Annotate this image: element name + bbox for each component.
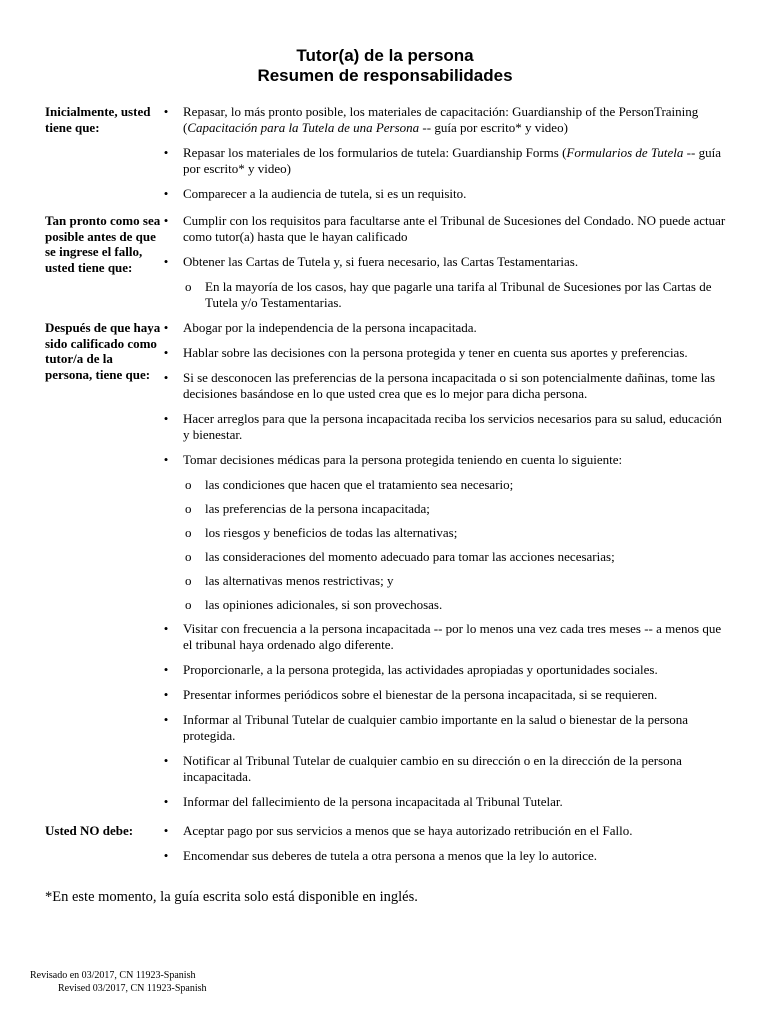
bullet-icon: • [163,213,169,228]
bullet-icon: • [163,104,169,119]
bullet-icon: • [163,848,169,863]
bullet-icon: • [163,370,169,385]
item-text: Hablar sobre las decisiones con la persona protegida y tener en cuenta sus aportes y preferencias. [183,345,688,360]
section-label: Después de que haya sido calificado como tutor/a de la persona, tiene que: [45,320,161,382]
sub-item-text: las alternativas menos restrictivas; y [205,573,394,588]
list-item [157,687,729,703]
item-text: Encomendar sus deberes de tutela a otra persona a menos que la ley lo autorice. [183,848,598,863]
item-text: Proporcionarle, a la persona protegida, las actividades apropiadas y oportunidades sociales. [183,662,658,677]
bullet-icon: • [163,794,169,809]
list-item [157,712,729,744]
sub-item-text: En la mayoría de los casos, hay que pagarle una tarifa al Tribunal de Sucesiones por las Cartas de Tutela y/o Testamentarias. [205,279,712,310]
bullet-icon: • [163,687,169,702]
bullet-list [157,823,729,873]
item-text: Si se desconocen las preferencias de la persona incapacitada o si son potencialmente dañinas, tome las decisiones basándose en lo que usted crea que es lo mejor para dicha persona. [183,370,716,401]
item-text: Obtener las Cartas de Tutela y, si fuera necesario, las Cartas Testamentarias. [183,254,579,269]
sub-bullet-icon: o [185,477,192,492]
list-item [157,213,729,245]
item-text: Cumplir con los requisitos para facultarse ante el Tribunal de Sucesiones del Condado. NO puede actuar como tutor(a) hasta que le hayan calificado [183,213,726,244]
list-item [157,823,729,839]
bullet-list [157,213,729,319]
sub-list-item [157,279,729,311]
sub-item-text: los riesgos y beneficios de todas las alternativas; [205,525,458,540]
revision-line-english: Revised 03/2017, CN 11923-Spanish [58,983,207,994]
title-line-2: Resumen de responsabilidades [257,66,513,85]
bullet-list [157,320,729,819]
bullet-icon: • [163,823,169,838]
item-text-italic: Formularios de Tutela [566,145,684,160]
sub-item-text: las preferencias de la persona incapacitada; [205,501,430,516]
item-text: Visitar con frecuencia a la persona incapacitada -- por lo menos una vez cada tres meses -- a menos que el tribunal haya ordenado algo diferente. [183,621,722,652]
list-item [157,411,729,443]
list-item [157,145,729,177]
item-text: -- guía por escrito* y video) [183,145,721,176]
section-label: Tan pronto como sea posible antes de que se ingrese el fallo, usted tiene que: [45,213,161,275]
sub-list-item [157,525,729,541]
list-item [157,452,729,468]
list-item [157,104,729,136]
bullet-list [157,104,729,211]
bullet-icon: • [163,712,169,727]
list-item [157,345,729,361]
section-label: Inicialmente, usted tiene que: [45,104,151,135]
item-text: Tomar decisiones médicas para la persona protegida teniendo en cuenta lo siguiente: [183,452,623,467]
title-line-1: Tutor(a) de la persona [296,46,474,65]
list-item [157,621,729,653]
item-text: Aceptar pago por sus servicios a menos que se haya autorizado retribución en el Fallo. [183,823,633,838]
item-text: Hacer arreglos para que la persona incapacitada reciba los servicios necesarios para su salud, educación y bienestar. [183,411,722,442]
item-text: -- guía por escrito* y video) [419,120,568,135]
bullet-icon: • [163,411,169,426]
sub-bullet-icon: o [185,279,192,294]
item-text: Informar al Tribunal Tutelar de cualquier cambio importante en la salud o bienestar de la persona protegida. [183,712,689,743]
list-item [157,254,729,270]
list-item [157,753,729,785]
item-text: Repasar, lo más pronto posible, los materiales de capacitación: Guardianship of the PersonTraining ( [183,104,699,135]
sub-item-text: las consideraciones del momento adecuado para tomar las acciones necesarias; [205,549,615,564]
sub-list-item [157,597,729,613]
bullet-icon: • [163,662,169,677]
bullet-icon: • [163,254,169,269]
sub-bullet-icon: o [185,501,192,516]
document-title [0,46,770,86]
bullet-icon: • [163,452,169,467]
bullet-icon: • [163,320,169,335]
bullet-icon: • [163,753,169,768]
sub-list-item [157,477,729,493]
item-text: Repasar los materiales de los formularios de tutela: Guardianship Forms ( [183,145,567,160]
sub-bullet-icon: o [185,573,192,588]
item-text: Presentar informes periódicos sobre el bienestar de la persona incapacitada, si se requieren. [183,687,658,702]
sub-bullet-icon: o [185,549,192,564]
list-item [157,848,729,864]
item-text: Notificar al Tribunal Tutelar de cualquier cambio en su dirección o en la dirección de la persona incapacitada. [183,753,682,784]
item-text: Abogar por la independencia de la persona incapacitada. [183,320,477,335]
revision-line-spanish: Revisado en 03/2017, CN 11923-Spanish [30,970,196,981]
bullet-icon: • [163,621,169,636]
bullet-icon: • [163,186,169,201]
list-item [157,370,729,402]
sub-list-item [157,501,729,517]
list-item [157,662,729,678]
revision-footer [30,969,207,995]
bullet-icon: • [163,345,169,360]
sub-item-text: las opiniones adicionales, si son provechosas. [205,597,443,612]
section-label: Usted NO debe: [45,823,134,838]
list-item [157,186,729,202]
list-item [157,794,729,810]
footnote: *En este momento, la guía escrita solo está disponible en inglés. [45,889,418,905]
bullet-icon: • [163,145,169,160]
item-text: Comparecer a la audiencia de tutela, si es un requisito. [183,186,467,201]
sub-bullet-icon: o [185,525,192,540]
list-item [157,320,729,336]
item-text-italic: Capacitación para la Tutela de una Persona [187,120,420,135]
sub-bullet-icon: o [185,597,192,612]
sub-list-item [157,573,729,589]
sub-list-item [157,549,729,565]
item-text: Informar del fallecimiento de la persona incapacitada al Tribunal Tutelar. [183,794,563,809]
sub-item-text: las condiciones que hacen que el tratamiento sea necesario; [205,477,514,492]
